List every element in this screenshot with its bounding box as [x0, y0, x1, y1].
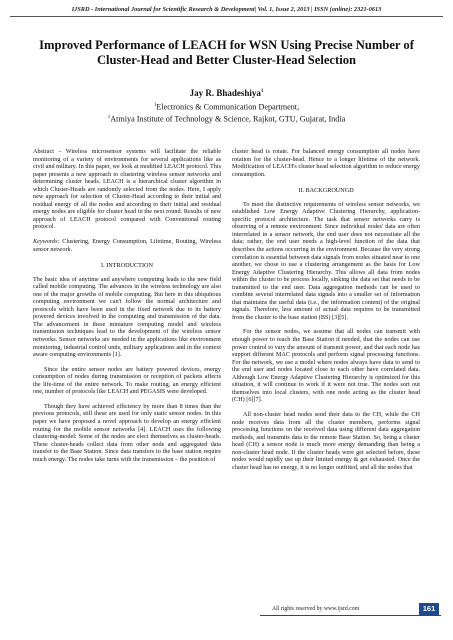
- keywords-text: Clustering, Energy Consumption, Lifetime, Routing, Wireless sensor network.: [33, 238, 222, 253]
- author-line: [0, 88, 453, 98]
- background-paragraph-1: To meet the distinctive requirements of wireless sensor networks, we established Low Energy Adaptive Clustering Hierarchy, application-specific protocol architecture. The task that sensor networks carry is observing of a remote environment. Since individual nodes' data are often interrelated in a sensor network, the end user does not necessitate all the data; rather, the end user needs a high-level function of the data that describes the actions occurring in the environment. Because the very strong correlation is essential between data signals from nodes situated near to one another, we chose to use a clustering arrangement as the basis for Low Energy Adaptive Clustering Hierarchy. This allows all data from nodes within the cluster to be process locally, sinking the data set that needs to be transmitted to the end user. Data aggregation methods can be used to combine several interrelated data signals into a smaller set of information that maintains the useful data (i.e., the information content) of the original signals. Therefore, less amount of actual data requires to be transmitted from the cluster to the base station (BS) [3][5].: [232, 200, 420, 321]
- abstract: Abstract – Wireless microsensor systems will facilitate the reliable monitoring of a variety of environments for several applications like as civil and military. In this paper, we look at modified LEACH protocol. This paper presents a new approach to clustering wireless sensor networks and determining cluster heads. LEACH is a hierarchical cluster algorithm in which Cluster-Heads are randomly selected from the nodes. Here, I apply new approach for selection of Cluster-Head according to their initial and residual energy of all the nodes and according to their initial and residual energy nodes are eligible for cluster head in the next round. Results of new approach of LEACH protocol compared with Conventional routing protocol.: [33, 148, 221, 231]
- affiliation: [0, 101, 453, 124]
- keywords-label: Keywords:: [33, 238, 60, 246]
- footer-rule: [260, 615, 441, 616]
- journal-header: IJSRD - International Journal for Scientific Research & Development| Vol. 1, Issue 2, 2013 | ISSN (online): 2321-0613: [10, 6, 443, 17]
- section-heading-introduction: I. INTRODUCTION: [101, 262, 153, 270]
- affiliation-department: Electronics & Communication Department,: [156, 102, 300, 112]
- left-column: [33, 148, 221, 470]
- affiliation-institute: Atmiya Institute of Technology & Science, Rajkot, GTU, Gujarat, India: [110, 114, 346, 124]
- intro-paragraph-2: Since the entire sensor nodes are battery powered devices, energy consumption of nodes during transmission or reception of packets affects the life-time of the entire network. To make routing, an energy efficient one, number of protocols like LEACH and PEGASIS were developed.: [33, 365, 221, 396]
- footer-rights: All rights reserved by www.ijsrd.com: [272, 606, 360, 612]
- intro-paragraph-1: The basic idea of anytime and anywhere computing leads to the new field called mobile computing. The advances in the wireless technology are also one of the major growths of mobile computing. But here in this ubiquitous computing environment we can't follow the normal architecture and protocols which have been used in the fixed network due to its battery powered devices involved in the computing and transmission of the data. The advancement in these miniature computing model and wireless transmission techniques lead to the development of the wireless sensor networks. Sensor networks are needed in the applications like environment monitoring, industrial control units, military applications and in the context aware computing environments [1].: [33, 275, 221, 359]
- right-column: [232, 148, 420, 478]
- background-paragraph-2: For the sensor nodes, we assume that all nodes can transmit with enough power to reach the Base Station if needed, that the nodes can use power control to vary the amount of transmit power, and that each node has support different MAC protocols and perform signal processing functions. For the network, we use a model where nodes always have data to send to the end user and nodes located close to each other have correlated data. Although Low Energy Adaptive Clustering Hierarchy is optimized for this situation, it will continue to work if it were not true. The nodes sort out themselves into local clusters, with one node acting as the cluster head (CH) [6][7].: [232, 328, 420, 404]
- page-number: 161: [419, 603, 439, 615]
- affiliation-1-superscript: 1: [153, 103, 157, 108]
- intro-paragraph-continued: cluster head is rotate. For balanced energy consumption all nodes have rotation for the cluster-head. Hence to a longer lifetime of the network. Modification of LEACH's cluster head selection algorithm to reduce energy consumption.: [232, 148, 420, 178]
- background-paragraph-3: All non-cluster head nodes send their data to the CH, while the CH node receives data from all the cluster members, performs signal processing functions on the received data using different data aggregation methods, and transmits data to the remote Base Station. So, being a cluster head (CH) a sensor node is much more energy demanding than being a non-cluster head node. If the cluster heads were get selected before, these nodes would rapidly use up their limited energy & get exhausted. Once the cluster head has no energy, it is no longer outfitted, and all the nodes that: [232, 410, 420, 471]
- keywords: [33, 238, 221, 253]
- paper-title: Improved Performance of LEACH for WSN Using Precise Number of Cluster-Head and Better Cluster-Head Selection: [39, 38, 414, 67]
- section-heading-background: II. BACKGROUNGD: [298, 187, 354, 195]
- author-superscript: 1: [260, 89, 264, 94]
- intro-paragraph-3: Though they have achieved efficiency by more than 8 times than the previous protocols, still these are used for only static sensor nodes. In this paper we have proposed a novel approach to develop an energy efficient routing for the mobile sensor networks [4]. LEACH uses the following clustering-model: Some of the nodes are elect themselves as cluster-heads. These cluster-heads collect data from other node and aggregated data transfer to the Base Station. Since data transfers to the base station require much energy. The nodes take turns with the transmission – the position of: [33, 402, 221, 463]
- author-name: Jay R. Bhadeshiya: [189, 88, 261, 98]
- affiliation-line-2: [0, 113, 453, 125]
- affiliation-line-1: [0, 101, 453, 113]
- affiliation-2-superscript: 1: [107, 114, 111, 120]
